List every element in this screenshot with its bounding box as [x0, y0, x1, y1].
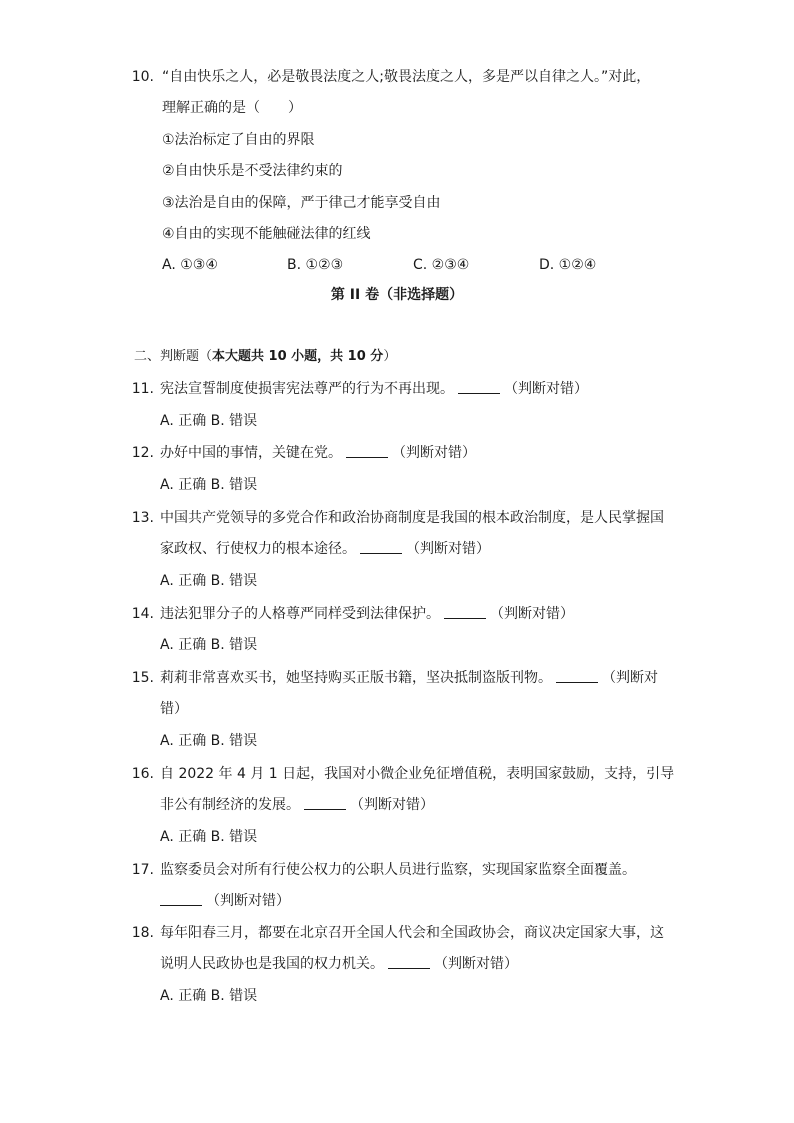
- q13-number: 13.: [131, 510, 154, 526]
- q13-stem-line1: 中国共产党领导的多党合作和政治协商制度是我国的根本政治制度，是人民掌握国: [160, 510, 664, 526]
- q18-number: 18.: [131, 925, 154, 941]
- section-title: 第 II 卷（非选择题）: [330, 287, 464, 303]
- q10-option-a: A. ①③④: [162, 257, 218, 273]
- q18-stem-line1: 每年阳春三月，都要在北京召开全国人代会和全国政协会，商议决定国家大事，这: [160, 925, 664, 941]
- q17-number: 17.: [131, 862, 154, 878]
- q16-stem-line1: 自 2022 年 4 月 1 日起，我国对小微企业免征增值税，表明国家鼓励，支持，引导: [160, 766, 675, 782]
- q17-stem-line1: 监察委员会对所有行使公权力的公职人员进行监察，实现国家监察全面覆盖。: [160, 862, 636, 878]
- q11-answer-options: A. 正确 B. 错误: [160, 413, 258, 429]
- q10-option-b: B. ①②③: [287, 257, 344, 273]
- q14-number: 14.: [131, 606, 154, 622]
- q16-text: 非公有制经济的发展。: [160, 797, 300, 813]
- q10-stem-line1: “自由快乐之人，必是敬畏法度之人;敬畏法度之人，多是严以自律之人。”对此，: [162, 69, 651, 85]
- answer-blank: [304, 795, 346, 810]
- section-heading-bold: 本大题共 10 小题，共 10 分: [212, 349, 384, 364]
- q15-stem-line2: 错）: [160, 701, 188, 717]
- q10-number: 10.: [131, 69, 154, 85]
- q12-answer-options: A. 正确 B. 错误: [160, 477, 258, 493]
- answer-blank: [346, 443, 388, 458]
- judge-tag: （判断对错）: [206, 893, 290, 909]
- q10-option-c: C. ②③④: [413, 257, 470, 273]
- answer-blank: [556, 668, 598, 683]
- answer-blank: [160, 891, 202, 906]
- q18-stem-line2: [160, 954, 518, 974]
- q10-option-d: D. ①②④: [539, 257, 597, 273]
- q15-number: 15.: [131, 670, 154, 686]
- judge-tag: （判断对错）: [434, 956, 518, 972]
- q15-text: 莉莉非常喜欢买书，她坚持购买正版书籍，坚决抵制盗版刊物。: [160, 670, 552, 686]
- q16-number: 16.: [131, 766, 154, 782]
- judge-tag: （判断对错）: [406, 541, 490, 557]
- q11-stem: [160, 379, 588, 399]
- judge-tag: （判断对: [602, 670, 658, 686]
- q11-text: 宪法宣誓制度使损害宪法尊严的行为不再出现。: [160, 381, 454, 397]
- q13-stem-line2: [160, 539, 490, 559]
- section-heading-suffix: ）: [383, 349, 397, 364]
- q16-stem-line2: [160, 795, 434, 815]
- q11-number: 11.: [131, 381, 154, 397]
- answer-blank: [388, 954, 430, 969]
- q10-item-3: ③法治是自由的保障，严于律己才能享受自由: [162, 195, 441, 211]
- q10-stem-line2: 理解正确的是（ ）: [162, 100, 302, 116]
- q15-stem-line1: [160, 668, 658, 688]
- q14-stem: [160, 604, 574, 624]
- q10-item-4: ④自由的实现不能触碰法律的红线: [162, 226, 371, 242]
- q15-answer-options: A. 正确 B. 错误: [160, 733, 258, 749]
- section-heading-prefix: 二、判断题（: [134, 349, 213, 364]
- q13-answer-options: A. 正确 B. 错误: [160, 573, 258, 589]
- q12-text: 办好中国的事情，关键在党。: [160, 445, 342, 461]
- q16-answer-options: A. 正确 B. 错误: [160, 829, 258, 845]
- q18-text: 说明人民政协也是我国的权力机关。: [160, 956, 384, 972]
- q14-text: 违法犯罪分子的人格尊严同样受到法律保护。: [160, 606, 440, 622]
- judge-tag: （判断对错）: [490, 606, 574, 622]
- q10-item-2: ②自由快乐是不受法律约束的: [162, 163, 343, 179]
- q12-stem: [160, 443, 476, 463]
- answer-blank: [458, 379, 500, 394]
- q18-answer-options: A. 正确 B. 错误: [160, 988, 258, 1004]
- judge-tag: （判断对错）: [392, 445, 476, 461]
- q12-number: 12.: [131, 445, 154, 461]
- answer-blank: [360, 539, 402, 554]
- q14-answer-options: A. 正确 B. 错误: [160, 637, 258, 653]
- q10-item-1: ①法治标定了自由的界限: [162, 132, 315, 148]
- judge-tag: （判断对错）: [350, 797, 434, 813]
- q17-stem-line2: [160, 891, 290, 911]
- section-heading: [134, 347, 396, 367]
- judge-tag: （判断对错）: [504, 381, 588, 397]
- answer-blank: [444, 604, 486, 619]
- q13-text: 家政权、行使权力的根本途径。: [160, 541, 356, 557]
